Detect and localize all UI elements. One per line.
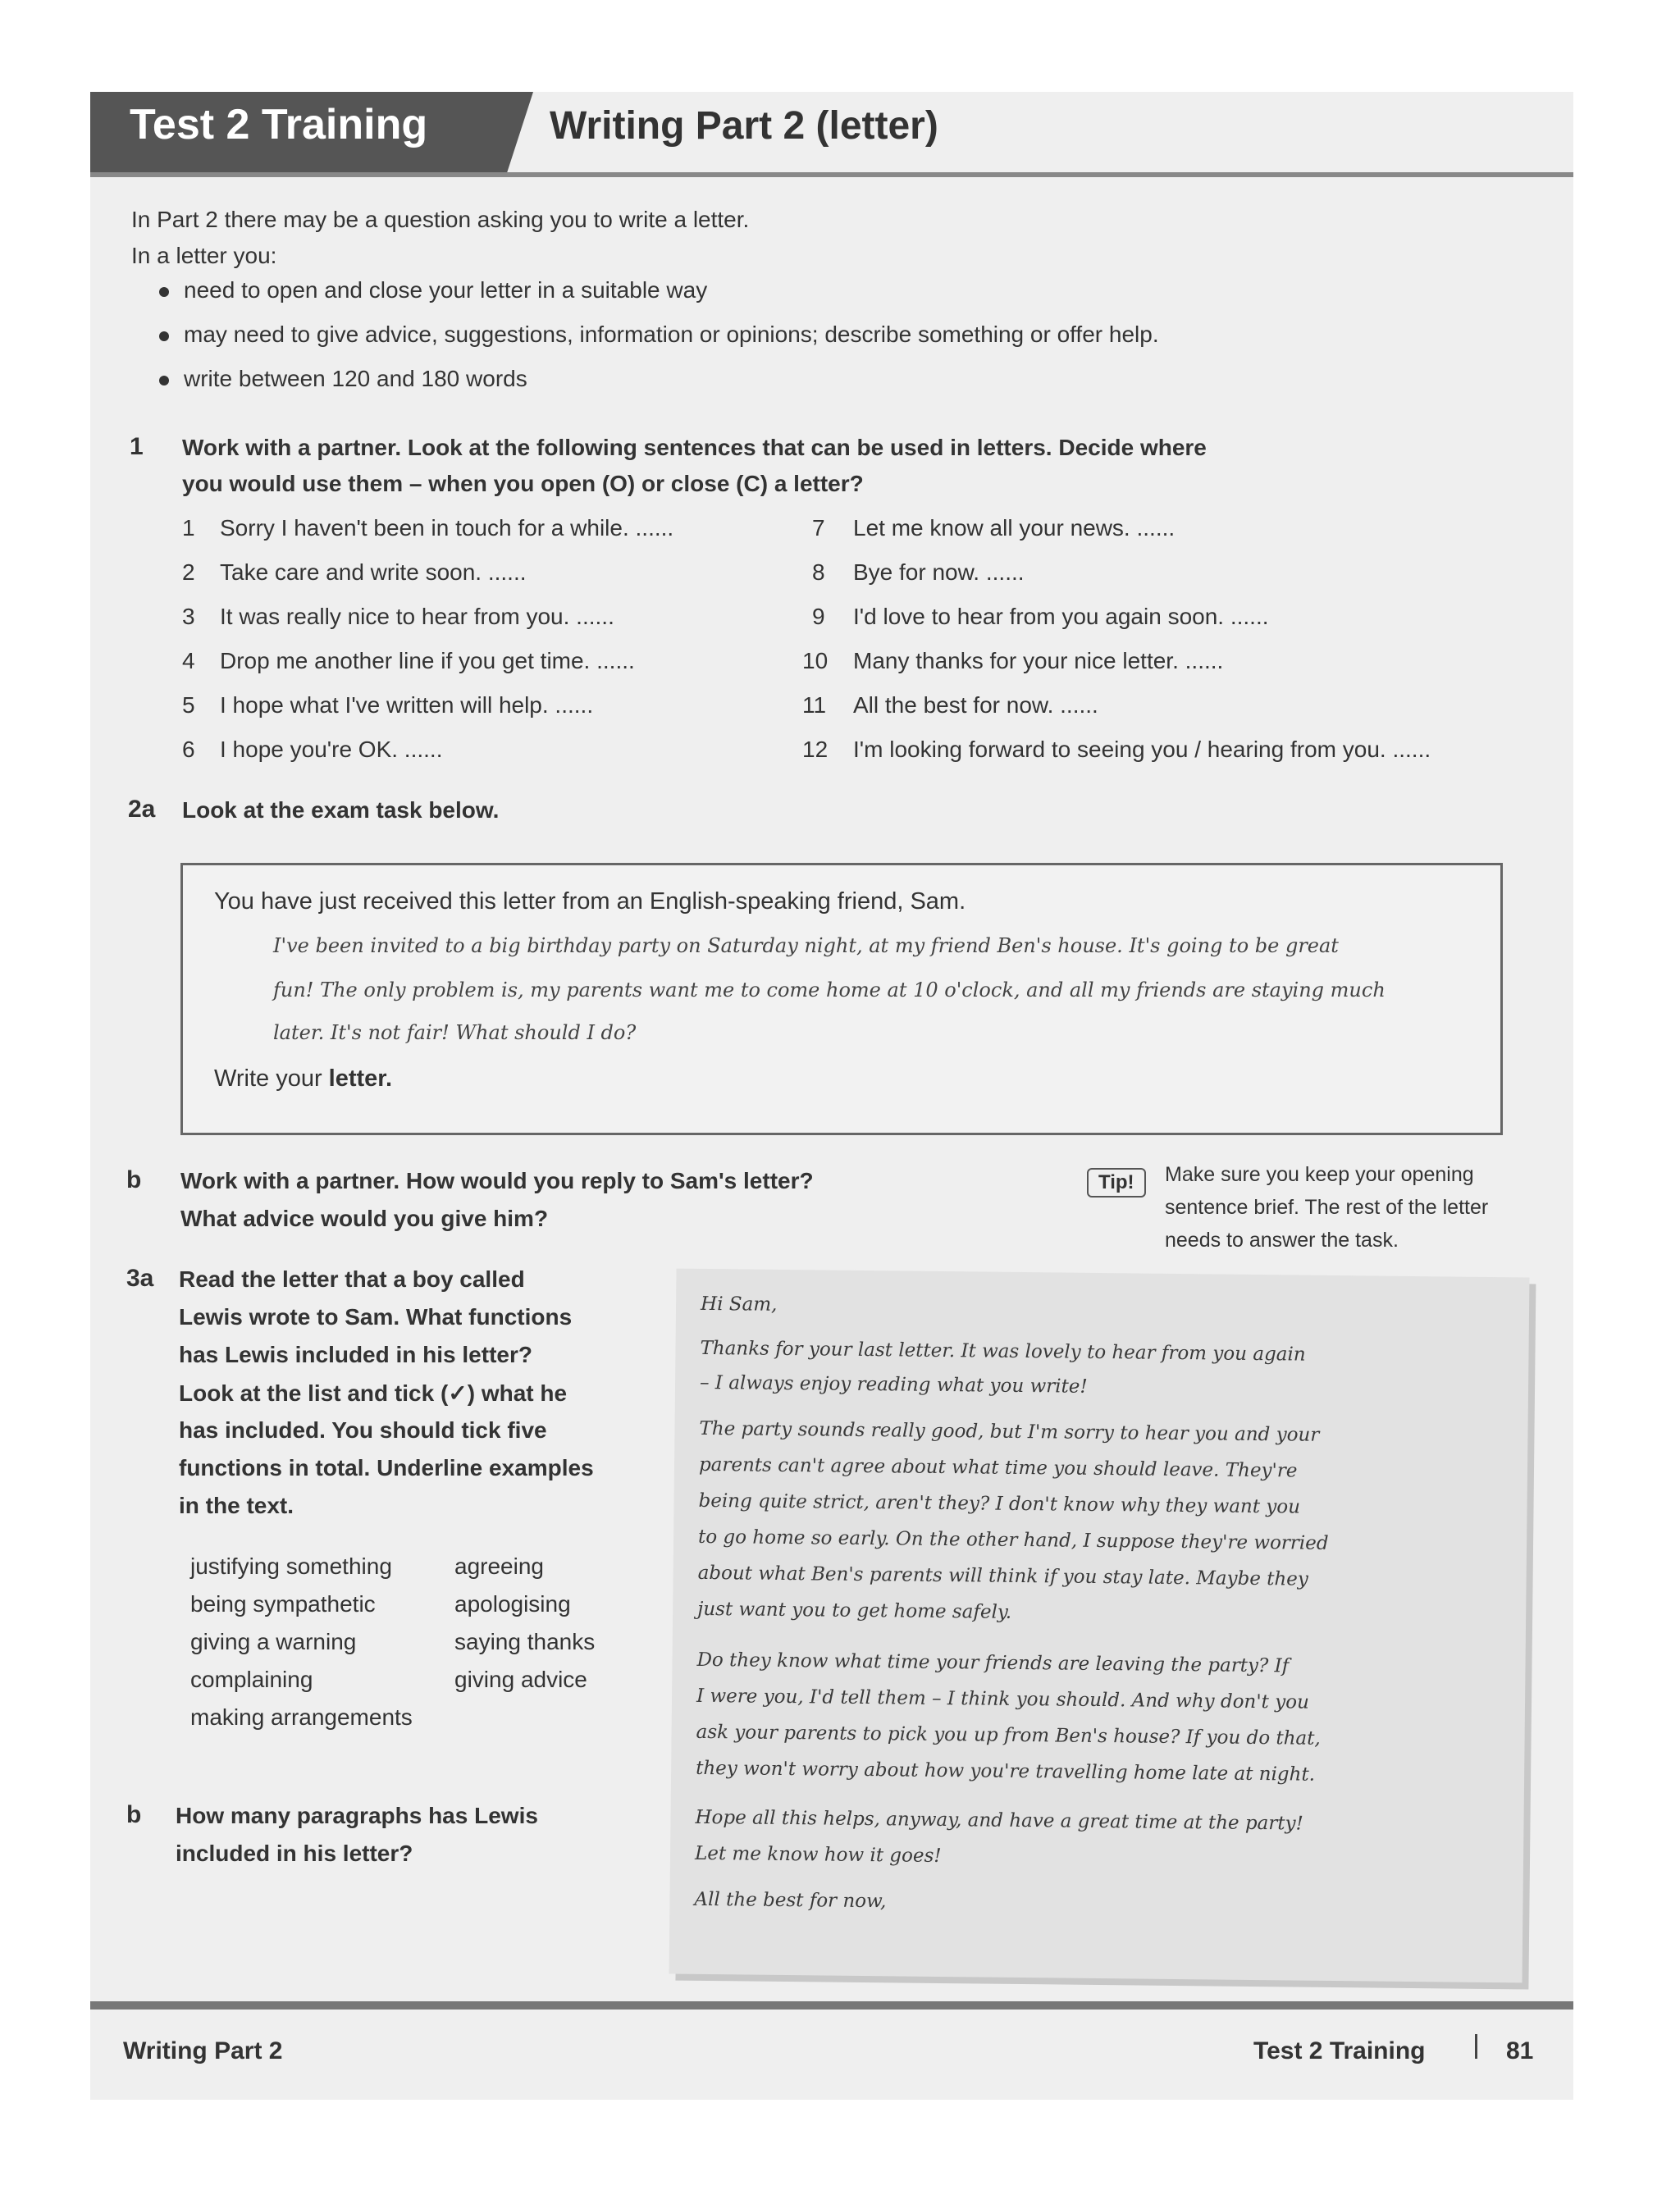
letter-line: Hi Sam,	[700, 1293, 778, 1316]
letter-line: about what Ben's parents will think if you stay late. Maybe they	[697, 1562, 1308, 1590]
letter-line: I were you, I'd tell them – I think you should. And why don't you	[696, 1685, 1309, 1713]
list-item-number: 6	[182, 737, 195, 762]
list-item: It was really nice to hear from you. ......	[220, 604, 614, 629]
list-item-number: 8	[812, 559, 825, 585]
list-item-number: 11	[802, 692, 827, 718]
exercise-1-instruction-2: you would use them – when you open (O) or close (C) a letter?	[182, 471, 864, 496]
task-intro: You have just received this letter from an English-speaking friend, Sam.	[214, 888, 966, 915]
letter-line: being quite strict, aren't they? I don't know why they want you	[698, 1489, 1301, 1518]
tip-line-2: sentence brief. The rest of the letter	[1165, 1196, 1489, 1219]
footer-separator	[1475, 2034, 1477, 2059]
exercise-3b-number: b	[126, 1801, 142, 1828]
letter-line: Do they know what time your friends are leaving the party? If	[696, 1649, 1290, 1677]
footer-left: Writing Part 2	[123, 2037, 283, 2064]
list-item: I'd love to hear from you again soon. ......	[853, 604, 1269, 629]
exercise-3a-line: Lewis wrote to Sam. What functions	[179, 1304, 573, 1330]
letter-line: Hope all this helps, anyway, and have a great time at the party!	[695, 1806, 1303, 1835]
letter-line: ask your parents to pick you up from Ben's house? If you do that,	[696, 1721, 1321, 1750]
bullet-dot	[159, 376, 169, 385]
task-write-bold: letter.	[328, 1065, 393, 1092]
list-item: Bye for now. ......	[853, 559, 1025, 585]
letter-line: The party sounds really good, but I'm sorry to hear you and your	[699, 1417, 1320, 1446]
list-item: I hope what I've written will help. ......	[220, 692, 594, 718]
exercise-3a-line: has Lewis included in his letter?	[179, 1342, 532, 1367]
letter-line: Let me know how it goes!	[694, 1842, 942, 1867]
exercise-3b-line-2: included in his letter?	[176, 1841, 413, 1866]
exercise-3a-line: has included. You should tick five	[179, 1417, 547, 1443]
intro-line-2: In a letter you:	[131, 243, 277, 268]
tip-label: Tip!	[1087, 1168, 1146, 1198]
exercise-3a-line: functions in total. Underline examples	[179, 1455, 594, 1480]
tip-line-1: Make sure you keep your opening	[1165, 1163, 1474, 1186]
exercise-1-number: 1	[130, 433, 144, 460]
exercise-3a-line: in the text.	[179, 1493, 294, 1518]
letter-line: – I always enjoy reading what you write!	[699, 1371, 1088, 1398]
function-option: agreeing	[454, 1553, 544, 1579]
function-option: complaining	[190, 1667, 313, 1692]
letter-line: just want you to get home safely.	[697, 1598, 1012, 1623]
function-option: being sympathetic	[190, 1591, 376, 1617]
list-item-number: 9	[812, 604, 825, 629]
task-letter-line-3: later. It's not fair! What should I do?	[273, 1021, 637, 1044]
function-option: making arrangements	[190, 1704, 413, 1730]
intro-bullet-1: need to open and close your letter in a suitable way	[184, 277, 708, 303]
list-item: Let me know all your news. ......	[853, 515, 1176, 541]
function-option: giving advice	[454, 1667, 587, 1692]
task-letter-line-2: fun! The only problem is, my parents want me to come home at 10 o'clock, and all my friends are staying much	[273, 979, 1386, 1001]
exercise-3a-line: Look at the list and tick (✓) what he	[179, 1380, 568, 1406]
list-item-number: 3	[182, 604, 195, 629]
list-item: Drop me another line if you get time. ......	[220, 648, 635, 673]
intro-bullet-2: may need to give advice, suggestions, information or opinions; describe something or offer help.	[184, 322, 1159, 347]
letter-line: parents can't agree about what time you should leave. They're	[698, 1453, 1298, 1482]
header-rule	[90, 172, 1573, 177]
function-option: saying thanks	[454, 1629, 596, 1654]
handwritten-letter	[669, 1269, 1530, 1983]
page-number: 81	[1506, 2037, 1534, 2064]
list-item: I'm looking forward to seeing you / hearing from you. ......	[853, 737, 1431, 762]
list-item: All the best for now. ......	[853, 692, 1098, 718]
function-option: apologising	[454, 1591, 571, 1617]
textbook-page	[90, 92, 1573, 2100]
letter-line: to go home so early. On the other hand, I suppose they're worried	[697, 1526, 1329, 1554]
task-write-prefix: Write your	[214, 1065, 329, 1092]
footer-rule	[90, 2001, 1573, 2010]
exercise-2a-number: 2a	[128, 796, 156, 823]
exercise-3a-line: Read the letter that a boy called	[179, 1266, 525, 1292]
bullet-dot	[159, 287, 169, 297]
letter-line: they won't worry about how you're travelling home late at night.	[696, 1757, 1316, 1786]
list-item-number: 2	[182, 559, 195, 585]
letter-line: Thanks for your last letter. It was lovely to hear from you again	[700, 1337, 1306, 1366]
function-option: giving a warning	[190, 1629, 357, 1654]
bullet-dot	[159, 331, 169, 341]
list-item-number: 4	[182, 648, 195, 673]
exercise-3b-line-1: How many paragraphs has Lewis	[176, 1803, 538, 1828]
list-item: Sorry I haven't been in touch for a while. ......	[220, 515, 674, 541]
page-title: Writing Part 2 (letter)	[550, 104, 938, 148]
exercise-2a-instruction: Look at the exam task below.	[182, 797, 500, 823]
task-write-instruction	[214, 1065, 392, 1093]
task-letter-line-1: I've been invited to a big birthday party on Saturday night, at my friend Ben's house. It's going to be great	[273, 934, 1339, 957]
tip-line-3: needs to answer the task.	[1165, 1229, 1399, 1252]
list-item-number: 5	[182, 692, 195, 718]
exercise-3a-number: 3a	[126, 1265, 154, 1292]
list-item-number: 10	[802, 648, 829, 673]
exercise-2b-line-1: Work with a partner. How would you reply to Sam's letter?	[180, 1168, 814, 1193]
exercise-1-instruction-1: Work with a partner. Look at the following sentences that can be used in letters. Decide where	[182, 435, 1207, 460]
list-item: Many thanks for your nice letter. ......	[853, 648, 1224, 673]
letter-line: All the best for now,	[694, 1888, 887, 1913]
intro-bullet-3: write between 120 and 180 words	[184, 366, 527, 391]
list-item: I hope you're OK. ......	[220, 737, 443, 762]
exercise-2b-line-2: What advice would you give him?	[180, 1206, 549, 1231]
function-option: justifying something	[190, 1553, 392, 1579]
list-item-number: 7	[812, 515, 825, 541]
list-item: Take care and write soon. ......	[220, 559, 527, 585]
exam-task-box	[180, 863, 1503, 1135]
exercise-2b-number: b	[126, 1166, 142, 1193]
intro-line-1: In Part 2 there may be a question asking you to write a letter.	[131, 207, 750, 232]
footer-right: Test 2 Training	[1253, 2037, 1426, 2064]
list-item-number: 12	[802, 737, 829, 762]
list-item-number: 1	[182, 515, 195, 541]
section-title: Test 2 Training	[130, 101, 428, 148]
